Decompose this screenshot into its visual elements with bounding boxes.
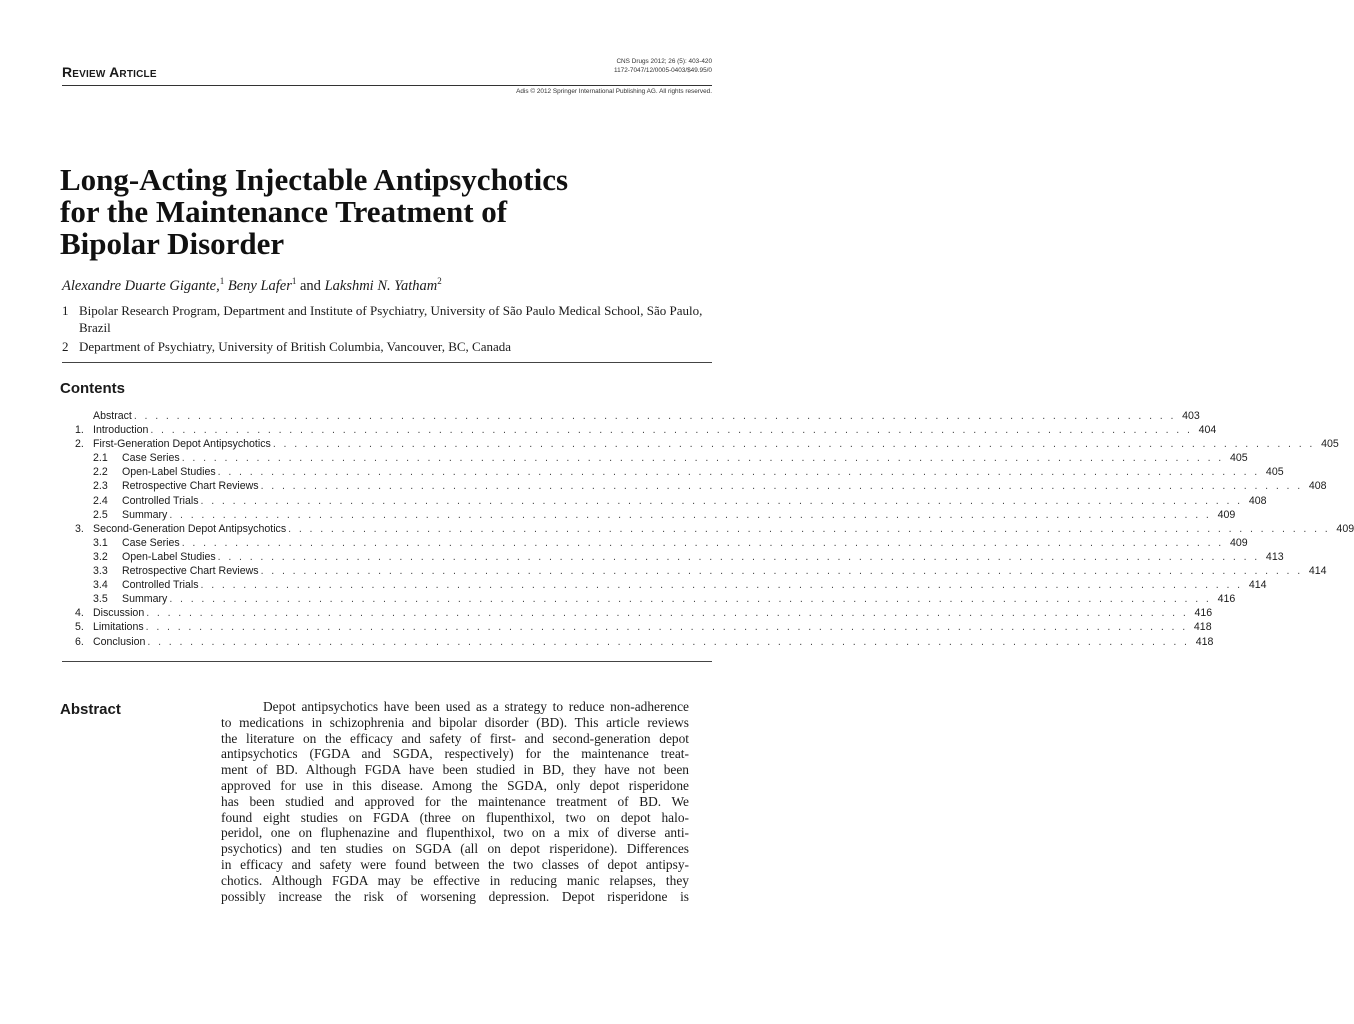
author-affiliation-mark: 1 [291,276,297,286]
toc-leader-dots: . . . . . . . . . . . . . . . . . . . . . . . . . . . . . . . . . . . . . . . . . . . . . . . . . . . . . . . . . . . . . . . . . . . . . . . . . . . . . . . . . . . . . . . . . . . . . . . . . . [272,438,1315,451]
abstract-line: Depot antipsychotics have been used as a strategy to reduce non-adherence [263,699,689,714]
toc-entry-title: Limitations [93,621,144,634]
journal-citation-line: CNS Drugs 2012; 26 (5): 403-420 [616,58,712,65]
toc-leader-dots: . . . . . . . . . . . . . . . . . . . . . . . . . . . . . . . . . . . . . . . . . . . . . . . . . . . . . . . . . . . . . . . . . . . . . . . . . . . . . . . . . . . . . . . . . . . . . . . . . . [181,536,1224,549]
toc-leader-dots: . . . . . . . . . . . . . . . . . . . . . . . . . . . . . . . . . . . . . . . . . . . . . . . . . . . . . . . . . . . . . . . . . . . . . . . . . . . . . . . . . . . . . . . . . . . . . . . . . . [145,621,1188,634]
toc-entry[interactable] [75,409,1200,423]
toc-entry-title: Summary [122,508,168,521]
author-name: Alexandre Duarte Gigante, [62,277,220,294]
author-conjunction: and [300,277,321,294]
affiliation-item [62,302,712,336]
toc-entry-number: 4. [75,607,84,620]
title-line: Bipolar Disorder [60,226,285,261]
toc-leader-dots: . . . . . . . . . . . . . . . . . . . . . . . . . . . . . . . . . . . . . . . . . . . . . . . . . . . . . . . . . . . . . . . . . . . . . . . . . . . . . . . . . . . . . . . . . . . . . . . . . . [260,565,1303,578]
toc-leader-dots: . . . . . . . . . . . . . . . . . . . . . . . . . . . . . . . . . . . . . . . . . . . . . . . . . . . . . . . . . . . . . . . . . . . . . . . . . . . . . . . . . . . . . . . . . . . . . . . . . . [181,452,1224,465]
toc-entry-page: 405 [1321,438,1339,451]
abstract-line: has been studied and approved for the maintenance treatment of BD. We [221,793,689,809]
author-name: Lakshmi N. Yatham [324,277,438,294]
toc-entry-number: 3.4 [93,579,108,592]
toc-entry-title: Controlled Trials [122,494,199,507]
toc-entry-number: 3. [75,522,84,535]
toc-entry-number: 2.4 [93,494,108,507]
toc-entry-title: Discussion [93,607,145,620]
toc-entry[interactable] [75,451,1248,465]
toc-entry-page: 404 [1198,424,1217,437]
section-divider [62,661,712,662]
abstract-line: in efficacy and safety were found between the two classes of depot antipsy- [221,856,689,872]
abstract-line: ment of BD. Although FGDA have been studied in BD, they have not been [221,762,689,778]
toc-entry-page: 416 [1194,607,1213,620]
toc-entry-title: Open-Label Studies [122,550,216,563]
toc-entry-page: 418 [1193,621,1212,634]
toc-entry[interactable] [75,465,1284,479]
abstract-line: to medications in schizophrenia and bipolar disorder (BD). This article reviews [221,714,689,730]
toc-leader-dots: . . . . . . . . . . . . . . . . . . . . . . . . . . . . . . . . . . . . . . . . . . . . . . . . . . . . . . . . . . . . . . . . . . . . . . . . . . . . . . . . . . . . . . . . . . . . . . . . . . [217,550,1260,563]
toc-leader-dots: . . . . . . . . . . . . . . . . . . . . . . . . . . . . . . . . . . . . . . . . . . . . . . . . . . . . . . . . . . . . . . . . . . . . . . . . . . . . . . . . . . . . . . . . . . . . . . . . . . [288,522,1331,535]
toc-entry[interactable] [75,423,1217,437]
toc-entry-number: 2.1 [93,452,108,465]
toc-entry-page: 409 [1229,536,1248,549]
toc-leader-dots: . . . . . . . . . . . . . . . . . . . . . . . . . . . . . . . . . . . . . . . . . . . . . . . . . . . . . . . . . . . . . . . . . . . . . . . . . . . . . . . . . . . . . . . . . . . . . . . . . . [133,410,1176,422]
toc-entry[interactable] [75,437,1339,451]
toc-leader-dots: . . . . . . . . . . . . . . . . . . . . . . . . . . . . . . . . . . . . . . . . . . . . . . . . . . . . . . . . . . . . . . . . . . . . . . . . . . . . . . . . . . . . . . . . . . . . . . . . . . [200,494,1243,507]
toc-entry[interactable] [75,508,1236,522]
toc-entry-number: 2.3 [93,480,108,493]
toc-entry-page: 405 [1265,466,1284,479]
abstract-line: the literature on the efficacy and safety of first- and second-generation depot [221,730,689,746]
copyright-notice: Adis © 2012 Springer International Publishing AG. All rights reserved. [516,88,712,95]
toc-entry[interactable] [75,494,1267,508]
author-list [62,276,442,295]
table-of-contents [75,409,1354,649]
affiliation-list [62,302,712,357]
toc-entry-number: 3.5 [93,593,108,606]
toc-entry-title: Second-Generation Depot Antipsychotics [93,522,287,535]
toc-entry-title: Introduction [93,424,149,437]
toc-entry-number: 6. [75,635,84,648]
toc-entry[interactable] [75,578,1267,592]
toc-entry-number: 3.2 [93,550,108,563]
abstract-text [221,699,689,904]
toc-entry-number: 2. [75,438,84,451]
toc-entry[interactable] [75,550,1284,564]
abstract-line: chotics. Although FGDA may be effective in reducing manic relapses, they [221,872,689,888]
toc-entry-page: 409 [1336,522,1354,535]
toc-leader-dots: . . . . . . . . . . . . . . . . . . . . . . . . . . . . . . . . . . . . . . . . . . . . . . . . . . . . . . . . . . . . . . . . . . . . . . . . . . . . . . . . . . . . . . . . . . . . . . . . . . [147,635,1190,648]
toc-entry-page: 405 [1229,452,1248,465]
toc-entry-page: 408 [1248,494,1267,507]
header-rule [62,85,712,86]
contents-heading: Contents [60,380,125,397]
toc-entry[interactable] [75,606,1213,620]
toc-leader-dots: . . . . . . . . . . . . . . . . . . . . . . . . . . . . . . . . . . . . . . . . . . . . . . . . . . . . . . . . . . . . . . . . . . . . . . . . . . . . . . . . . . . . . . . . . . . . . . . . . . [217,466,1260,479]
toc-entry-number: 3.3 [93,565,108,578]
toc-entry-page: 413 [1265,550,1284,563]
toc-entry-title: Conclusion [93,635,146,648]
toc-leader-dots: . . . . . . . . . . . . . . . . . . . . . . . . . . . . . . . . . . . . . . . . . . . . . . . . . . . . . . . . . . . . . . . . . . . . . . . . . . . . . . . . . . . . . . . . . . . . . . . . . . [200,579,1243,592]
toc-entry-title: Retrospective Chart Reviews [122,480,259,493]
title-line: for the Maintenance Treatment of [60,194,508,229]
toc-entry[interactable] [75,620,1212,634]
toc-entry-title: Retrospective Chart Reviews [122,565,259,578]
abstract-line: found eight studies on FGDA (three on flupenthixol, two on depot halo- [221,809,689,825]
abstract-heading: Abstract [60,701,121,718]
abstract-line: peridol, one on fluphenazine and flupenthixol, two on a mix of diverse anti- [221,825,689,841]
affiliation-number: 2 [62,339,69,354]
toc-entry-page: 416 [1217,593,1236,606]
toc-entry-page: 408 [1308,480,1327,493]
toc-leader-dots: . . . . . . . . . . . . . . . . . . . . . . . . . . . . . . . . . . . . . . . . . . . . . . . . . . . . . . . . . . . . . . . . . . . . . . . . . . . . . . . . . . . . . . . . . . . . . . . . . . [146,607,1189,620]
toc-entry-number: 3.1 [93,536,108,549]
abstract-line: approved for use in this disease. Among the SGDA, only depot risperidone [221,777,689,793]
affiliation-text: Department of Psychiatry, University of British Columbia, Vancouver, BC, Canada [79,339,512,354]
toc-entry-number: 2.2 [93,466,108,479]
affiliation-text: Bipolar Research Program, Department and Institute of Psychiatry, University of São Paulo Medical School, São Paulo, Brazil [79,303,703,335]
toc-entry[interactable] [75,635,1214,649]
toc-entry-number: 2.5 [93,508,108,521]
title-line: Long-Acting Injectable Antipsychotics [60,162,569,197]
toc-entry-page: 403 [1182,410,1200,422]
section-divider [62,362,712,363]
toc-entry-title: First-Generation Depot Antipsychotics [93,438,271,451]
toc-leader-dots: . . . . . . . . . . . . . . . . . . . . . . . . . . . . . . . . . . . . . . . . . . . . . . . . . . . . . . . . . . . . . . . . . . . . . . . . . . . . . . . . . . . . . . . . . . . . . . . . . . [260,480,1303,493]
toc-entry-title: Abstract [93,410,132,422]
toc-entry-title: Summary [122,593,168,606]
abstract-line: possibly increase the risk of worsening depression. Depot risperidone is [221,888,689,904]
toc-entry[interactable] [75,536,1248,550]
article-title [60,164,710,260]
toc-leader-dots: . . . . . . . . . . . . . . . . . . . . . . . . . . . . . . . . . . . . . . . . . . . . . . . . . . . . . . . . . . . . . . . . . . . . . . . . . . . . . . . . . . . . . . . . . . . . . . . . . . [169,508,1212,521]
section-label: Review Article [62,64,157,80]
toc-entry-page: 414 [1308,565,1327,578]
toc-leader-dots: . . . . . . . . . . . . . . . . . . . . . . . . . . . . . . . . . . . . . . . . . . . . . . . . . . . . . . . . . . . . . . . . . . . . . . . . . . . . . . . . . . . . . . . . . . . . . . . . . . [169,593,1212,606]
affiliation-item [62,338,712,355]
toc-entry-page: 418 [1195,635,1214,648]
journal-citation [614,58,712,75]
toc-entry-title: Controlled Trials [122,579,199,592]
journal-code-line: 1172-7047/12/0005-0403/$49.95/0 [614,66,712,74]
toc-entry-number: 5. [75,621,84,634]
toc-entry-page: 409 [1217,508,1236,521]
toc-entry[interactable] [75,592,1236,606]
abstract-line: antipsychotics (FGDA and SGDA, respectively) for the maintenance treat- [221,746,689,762]
toc-entry[interactable] [75,564,1327,578]
toc-entry-title: Case Series [122,536,180,549]
toc-entry-page: 414 [1248,579,1267,592]
abstract-line: psychotics) and ten studies on SGDA (all on depot risperidone). Differences [221,841,689,857]
toc-entry-number: 1. [75,424,84,437]
toc-entry-title: Open-Label Studies [122,466,216,479]
page-header [62,58,712,86]
author-name: Beny Lafer [227,277,292,294]
toc-entry-title: Case Series [122,452,180,465]
affiliation-number: 1 [62,303,69,318]
toc-leader-dots: . . . . . . . . . . . . . . . . . . . . . . . . . . . . . . . . . . . . . . . . . . . . . . . . . . . . . . . . . . . . . . . . . . . . . . . . . . . . . . . . . . . . . . . . . . . . . . . . . . [150,424,1193,437]
author-affiliation-mark: 2 [437,276,442,286]
toc-entry[interactable] [75,522,1354,536]
toc-entry[interactable] [75,479,1327,493]
author-affiliation-mark: 1 [219,276,225,286]
